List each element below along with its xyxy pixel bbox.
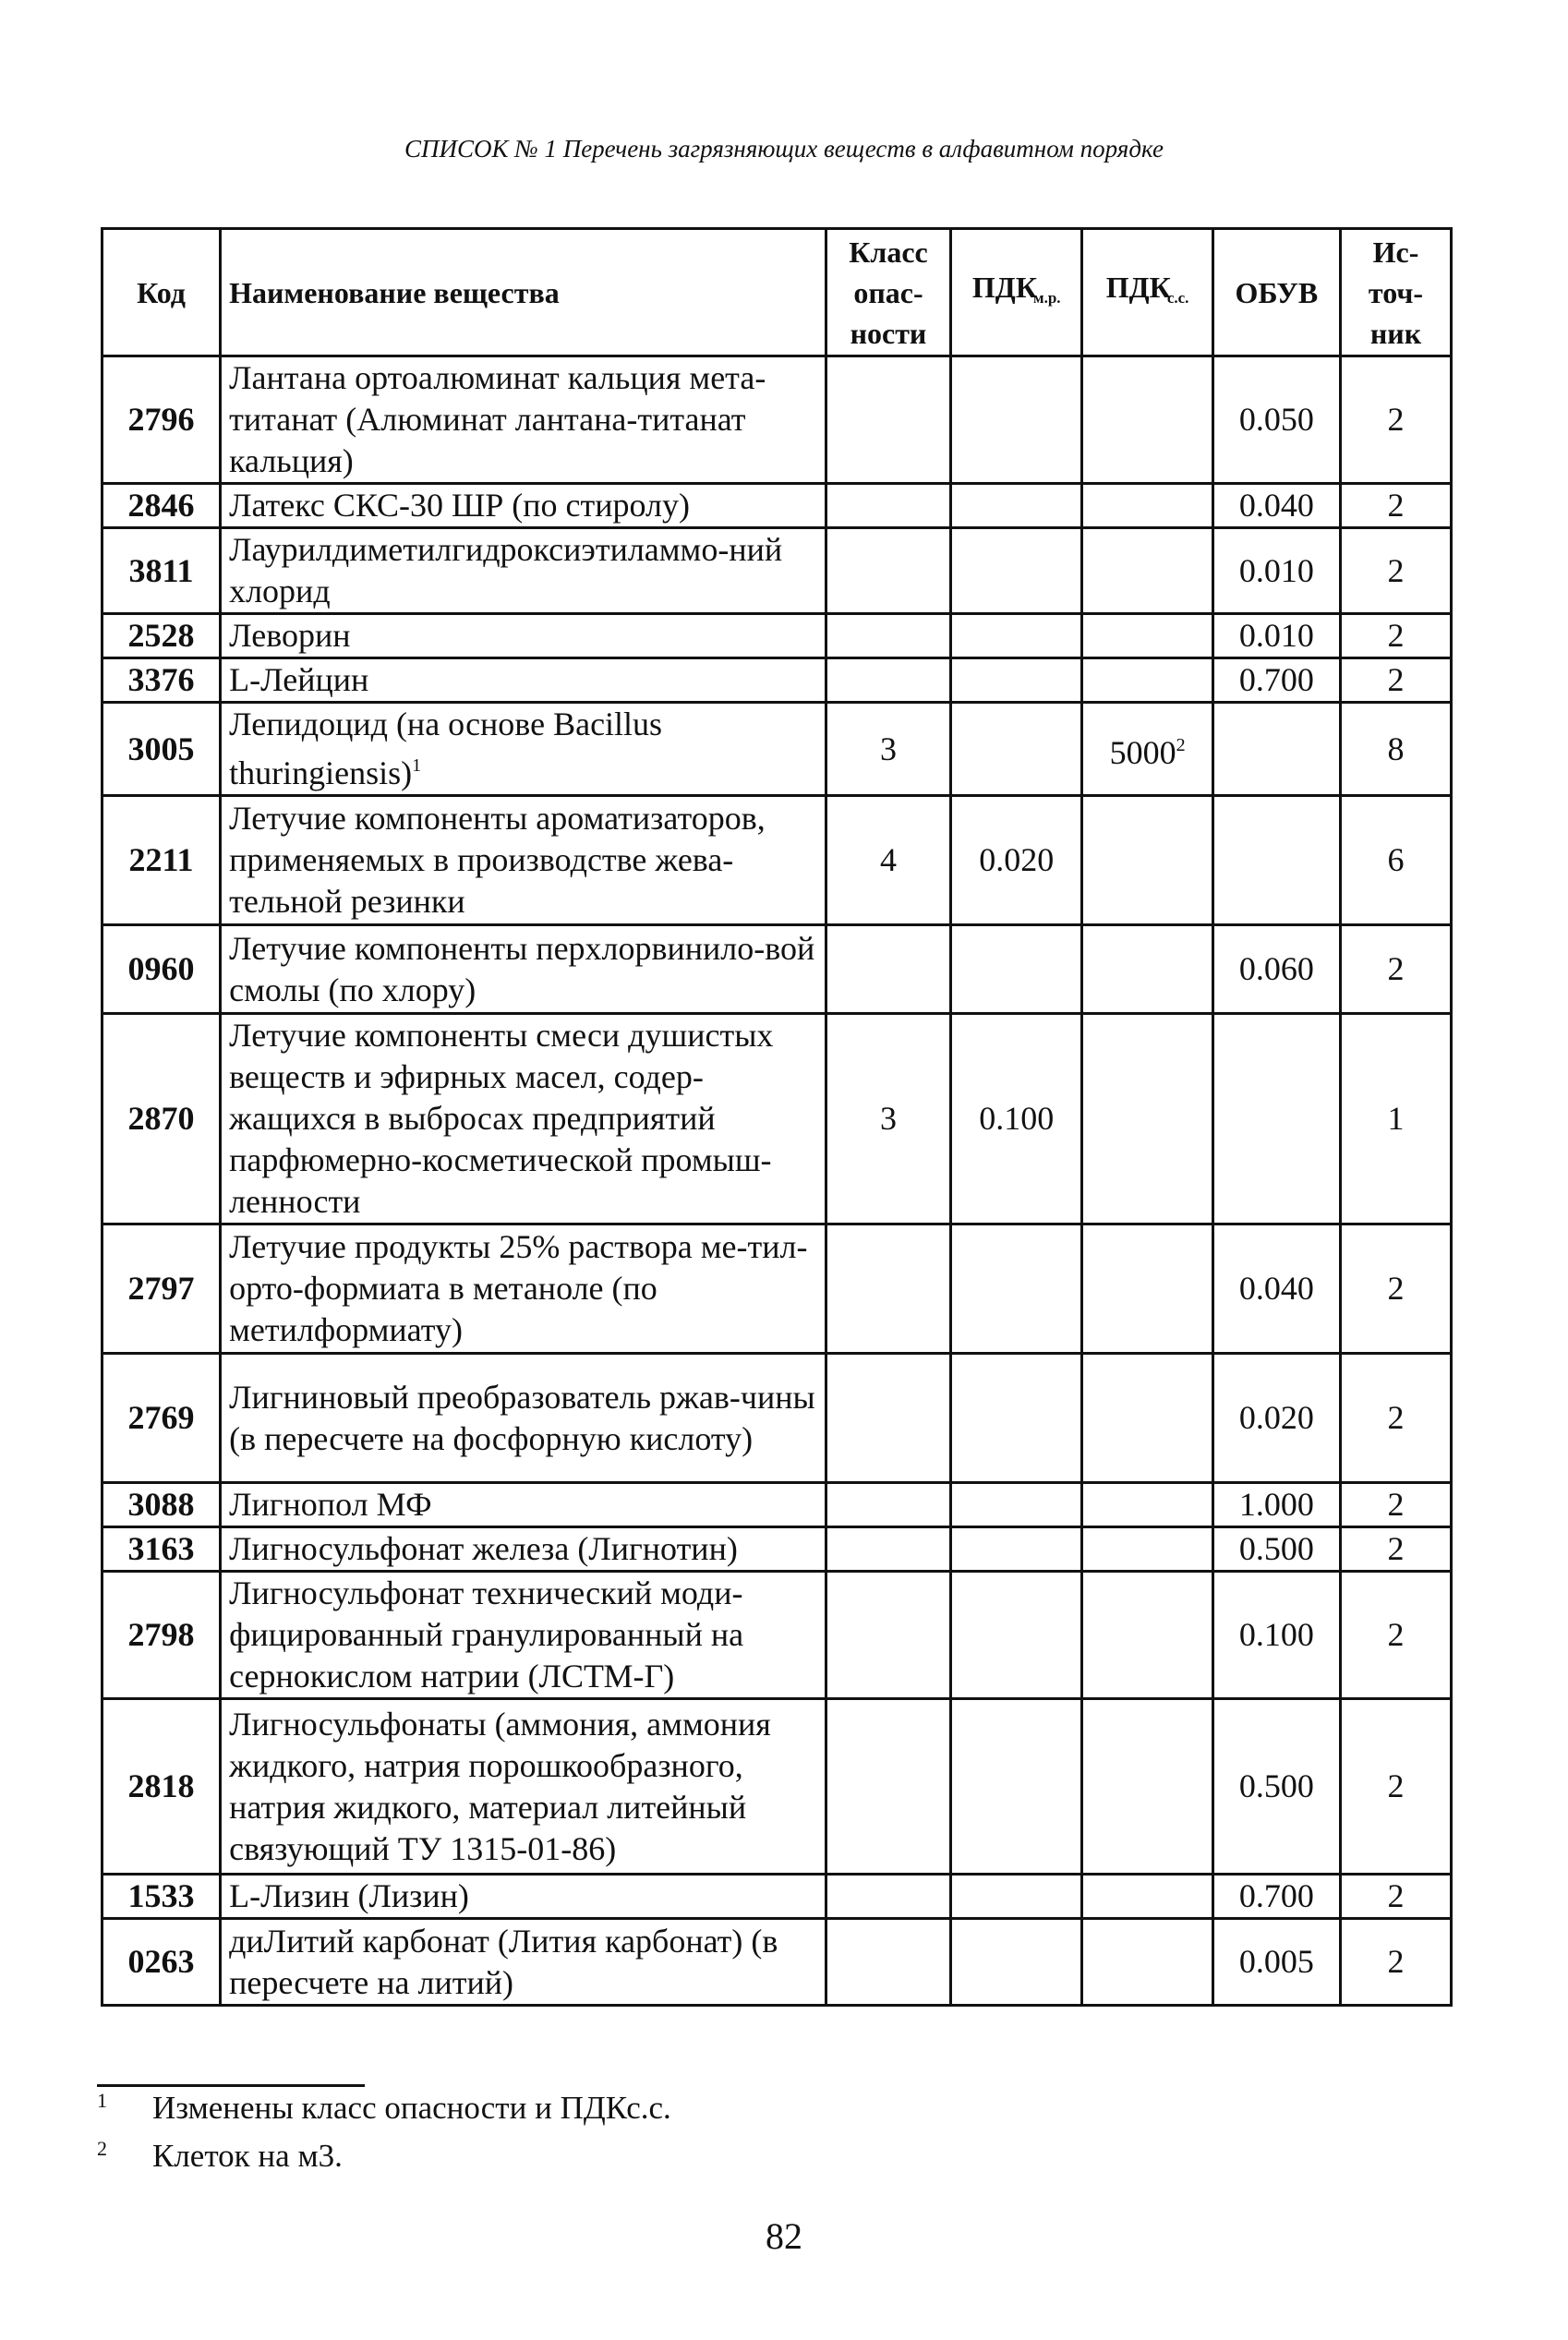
class-cell-text: 3: [879, 1100, 897, 1137]
class-cell: [826, 1224, 950, 1354]
pdk-ss-cell: [1082, 703, 1212, 796]
obuv-cell-text: 0.020: [1238, 1399, 1314, 1436]
table-row: [103, 796, 1452, 925]
pdk-mr-cell: [951, 1919, 1082, 2006]
pdk-mr-subscript: м.р.: [1033, 288, 1061, 307]
code-cell: [103, 1483, 221, 1527]
source-cell-text: 2: [1387, 950, 1405, 987]
name-cell-text: Лигносульфонат технический моди-фицированный гранулированный на сернокислом натрии (ЛСТМ-Г): [229, 1574, 744, 1695]
source-cell-text: 2: [1387, 1530, 1405, 1567]
source-cell: [1340, 1699, 1451, 1875]
obuv-cell: [1212, 658, 1340, 703]
name-cell-text: Лигносульфонат железа (Лигнотин): [229, 1530, 738, 1567]
name-cell-text: Лигносульфонаты (аммония, аммония жидкого, натрия порошкообразного, натрия жидкого, материал литейный связующий ТУ 1315-01-86): [229, 1705, 771, 1867]
pdk-mr-cell: [951, 1014, 1082, 1224]
source-cell-text: 2: [1387, 551, 1405, 589]
pdk-ss-cell: [1082, 658, 1212, 703]
table-row: [103, 356, 1452, 484]
source-cell: [1340, 528, 1451, 614]
pdk-mr-cell: [951, 1527, 1082, 1572]
name-cell: [221, 1919, 826, 2006]
name-cell-text: Летучие компоненты ароматизаторов, применяемых в производстве жева-тельной резинки: [229, 800, 766, 920]
code-cell-text: 3376: [127, 661, 195, 698]
table-row: [103, 1699, 1452, 1875]
pdk-ss-cell: [1082, 1572, 1212, 1699]
code-cell-text: 2769: [127, 1399, 195, 1436]
code-cell-text: 0263: [127, 1943, 195, 1980]
substances-table: [101, 227, 1453, 2007]
obuv-cell-text: 0.050: [1238, 401, 1314, 438]
name-cell: [221, 796, 826, 925]
code-cell: [103, 1919, 221, 2006]
class-cell: [826, 1527, 950, 1572]
code-cell-text: 2870: [127, 1100, 195, 1137]
code-cell-text: 2798: [127, 1616, 195, 1653]
col-header-pdk-ss: [1082, 229, 1212, 356]
obuv-cell: [1212, 1875, 1340, 1919]
code-cell: [103, 1354, 221, 1483]
footnote-2: [97, 2137, 343, 2175]
name-cell: [221, 528, 826, 614]
table-row: [103, 1483, 1452, 1527]
code-cell-text: 2797: [127, 1270, 195, 1307]
pdk-ss-cell: [1082, 356, 1212, 484]
name-cell: [221, 1527, 826, 1572]
page-number: 82: [766, 2215, 802, 2257]
code-cell: [103, 614, 221, 658]
source-cell-text: 8: [1387, 730, 1405, 767]
code-cell-text: 3088: [127, 1486, 195, 1523]
obuv-cell: [1212, 1483, 1340, 1527]
pdk-ss-subscript: с.с.: [1166, 288, 1189, 307]
name-cell: [221, 925, 826, 1014]
name-cell: [221, 1224, 826, 1354]
col-header-obuv: ОБУВ: [1212, 229, 1340, 356]
pdk-ss-cell: [1082, 1483, 1212, 1527]
source-cell-text: 2: [1387, 1767, 1405, 1804]
pdk-mr-cell: [951, 703, 1082, 796]
name-cell: [221, 484, 826, 528]
pdk-mr-cell: [951, 1483, 1082, 1527]
code-cell: [103, 796, 221, 925]
col-header-pdk-mr: [951, 229, 1082, 356]
obuv-cell: [1212, 1699, 1340, 1875]
source-cell-text: 2: [1387, 401, 1405, 438]
pdk-mr-cell: [951, 484, 1082, 528]
pdk-ss-cell: [1082, 1527, 1212, 1572]
source-cell-text: 2: [1387, 487, 1405, 524]
class-cell-text: 3: [879, 730, 897, 767]
class-cell: [826, 1483, 950, 1527]
col-header-code: Код: [103, 229, 221, 356]
pdk-mr-cell: [951, 1875, 1082, 1919]
table-row: [103, 1875, 1452, 1919]
table-row: [103, 614, 1452, 658]
name-cell: [221, 614, 826, 658]
code-cell-text: 2818: [127, 1767, 195, 1804]
name-cell: [221, 1875, 826, 1919]
source-cell: [1340, 1354, 1451, 1483]
code-cell: [103, 1224, 221, 1354]
obuv-cell: [1212, 1527, 1340, 1572]
pdk-mr-cell-text: 0.100: [979, 1100, 1055, 1137]
source-cell: [1340, 703, 1451, 796]
class-cell: [826, 925, 950, 1014]
pdk-ss-cell: [1082, 614, 1212, 658]
pdk-ss-cell: [1082, 528, 1212, 614]
source-cell-text: 2: [1387, 1616, 1405, 1653]
pdk-mr-cell: [951, 1224, 1082, 1354]
code-cell: [103, 1875, 221, 1919]
pdk-ss-cell: [1082, 1919, 1212, 2006]
pdk-mr-cell: [951, 1354, 1082, 1483]
obuv-cell: [1212, 1224, 1340, 1354]
source-cell: [1340, 1483, 1451, 1527]
pdk-mr-cell: [951, 658, 1082, 703]
name-cell-text: Леворин: [229, 617, 351, 654]
class-cell: [826, 614, 950, 658]
table-row: [103, 703, 1452, 796]
obuv-cell: [1212, 356, 1340, 484]
class-cell: [826, 796, 950, 925]
class-cell: [826, 1572, 950, 1699]
obuv-cell-text: 0.040: [1238, 487, 1314, 524]
pdk-ss-cell: [1082, 1224, 1212, 1354]
source-cell: [1340, 925, 1451, 1014]
pdk-mr-cell-text: 0.020: [979, 841, 1055, 878]
class-cell: [826, 1919, 950, 2006]
pdk-mr-cell: [951, 1699, 1082, 1875]
name-cell-text: Лепидоцид (на основе Bacillus thuringiensis): [229, 706, 663, 791]
col-header-class: Класс опас- ности: [826, 229, 950, 356]
class-cell: [826, 528, 950, 614]
table-row: [103, 658, 1452, 703]
obuv-cell: [1212, 703, 1340, 796]
footnote-ref: 1: [412, 755, 422, 776]
col-header-source: Ис- точ- ник: [1340, 229, 1451, 356]
pdk-mr-cell: [951, 1572, 1082, 1699]
source-cell-text: 2: [1387, 617, 1405, 654]
name-cell-text: Лантана ортоалюминат кальция мета-титанат (Алюминат лантана-титанат кальция): [229, 359, 766, 479]
obuv-cell-text: 1.000: [1238, 1486, 1314, 1523]
code-cell-text: 0960: [127, 950, 195, 987]
pdk-ss-cell: [1082, 484, 1212, 528]
source-cell-text: 6: [1387, 841, 1405, 878]
table-row: [103, 925, 1452, 1014]
source-cell-text: 1: [1387, 1100, 1405, 1137]
class-cell: [826, 484, 950, 528]
name-cell-text: L-Лейцин: [229, 661, 369, 698]
source-cell-text: 2: [1387, 1399, 1405, 1436]
code-cell-text: 3163: [127, 1530, 195, 1567]
name-cell: [221, 1699, 826, 1875]
table-row: [103, 484, 1452, 528]
name-cell-text: диЛитий карбонат (Лития карбонат) (в пересчете на литий): [229, 1922, 778, 2001]
source-cell: [1340, 796, 1451, 925]
obuv-cell-text: 0.040: [1238, 1270, 1314, 1307]
source-cell: [1340, 356, 1451, 484]
code-cell: [103, 703, 221, 796]
source-cell-text: 2: [1387, 1943, 1405, 1980]
obuv-cell-text: 0.700: [1238, 1877, 1314, 1914]
obuv-cell-text: 0.060: [1238, 950, 1314, 987]
pdk-ss-cell: [1082, 925, 1212, 1014]
pdk-mr-cell: [951, 796, 1082, 925]
name-cell: [221, 1572, 826, 1699]
source-cell: [1340, 1527, 1451, 1572]
pdk-mr-cell: [951, 356, 1082, 484]
obuv-cell-text: 0.010: [1238, 551, 1314, 589]
source-cell-text: 2: [1387, 661, 1405, 698]
source-cell-text: 2: [1387, 1877, 1405, 1914]
table-row: [103, 528, 1452, 614]
class-cell: [826, 1699, 950, 1875]
obuv-cell: [1212, 1572, 1340, 1699]
table-row: [103, 1354, 1452, 1483]
obuv-cell-text: 0.100: [1238, 1616, 1314, 1653]
source-cell: [1340, 658, 1451, 703]
pdk-ss-label: ПДК: [1105, 270, 1171, 304]
obuv-cell: [1212, 614, 1340, 658]
class-cell: [826, 1014, 950, 1224]
code-cell: [103, 1572, 221, 1699]
source-cell-text: 2: [1387, 1486, 1405, 1523]
class-cell: [826, 658, 950, 703]
table-row: [103, 1527, 1452, 1572]
name-cell-text: Летучие компоненты перхлорвинило-вой смолы (по хлору): [229, 929, 815, 1008]
name-cell: [221, 1354, 826, 1483]
source-cell-text: 2: [1387, 1270, 1405, 1307]
class-cell: [826, 356, 950, 484]
code-cell-text: 2796: [127, 401, 195, 438]
code-cell: [103, 484, 221, 528]
code-cell-text: 3005: [127, 730, 195, 767]
source-cell: [1340, 1919, 1451, 2006]
name-cell: [221, 703, 826, 796]
name-cell-text: L-Лизин (Лизин): [229, 1877, 469, 1914]
pdk-ss-cell: [1082, 1014, 1212, 1224]
name-cell-text: Лаурилдиметилгидроксиэтиламмо-ний хлорид: [229, 531, 783, 609]
obuv-cell: [1212, 1919, 1340, 2006]
pdk-mr-label: ПДК: [971, 270, 1038, 304]
name-cell-text: Лигнопол МФ: [229, 1486, 432, 1523]
obuv-cell-text: 0.010: [1238, 617, 1314, 654]
source-cell: [1340, 484, 1451, 528]
code-cell-text: 1533: [127, 1877, 195, 1914]
code-cell: [103, 1014, 221, 1224]
name-cell-text: Лигниновый преобразователь ржав-чины (в пересчете на фосфорную кислоту): [229, 1378, 815, 1457]
code-cell-text: 2211: [128, 841, 194, 878]
footnote-text: Клеток на м3.: [152, 2138, 343, 2174]
code-cell-text: 2528: [127, 617, 195, 654]
pdk-ss-cell-text: 5000: [1109, 733, 1176, 771]
footnote-1: [97, 2089, 671, 2127]
footnote-rule: [97, 2084, 365, 2087]
table-header-row: [103, 229, 1452, 356]
table-row: [103, 1572, 1452, 1699]
code-cell: [103, 528, 221, 614]
table-row: [103, 1014, 1452, 1224]
code-cell: [103, 925, 221, 1014]
name-cell-text: Латекс СКС-30 ШР (по стиролу): [229, 487, 691, 524]
name-cell: [221, 658, 826, 703]
footnote-text: Изменены класс опасности и ПДКс.с.: [152, 2090, 671, 2126]
source-cell: [1340, 1014, 1451, 1224]
code-cell-text: 3811: [128, 551, 194, 589]
code-cell: [103, 1527, 221, 1572]
pdk-ss-cell: [1082, 1354, 1212, 1483]
footnote-ref: 2: [1176, 734, 1186, 755]
name-cell: [221, 1014, 826, 1224]
obuv-cell-text: 0.005: [1238, 1943, 1314, 1980]
source-cell: [1340, 1875, 1451, 1919]
code-cell: [103, 658, 221, 703]
pdk-mr-cell: [951, 614, 1082, 658]
page-title: СПИСОК № 1 Перечень загрязняющих веществ в алфавитном порядке: [404, 135, 1164, 163]
col-header-name: Наименование вещества: [221, 229, 826, 356]
obuv-cell: [1212, 484, 1340, 528]
code-cell-text: 2846: [127, 487, 195, 524]
pdk-mr-cell: [951, 925, 1082, 1014]
obuv-cell: [1212, 925, 1340, 1014]
pdk-ss-cell: [1082, 796, 1212, 925]
pdk-ss-cell: [1082, 1875, 1212, 1919]
footnote-mark: 2: [97, 2137, 107, 2160]
obuv-cell: [1212, 796, 1340, 925]
class-cell: [826, 703, 950, 796]
code-cell: [103, 356, 221, 484]
class-cell: [826, 1875, 950, 1919]
code-cell: [103, 1699, 221, 1875]
pdk-ss-cell: [1082, 1699, 1212, 1875]
name-cell: [221, 356, 826, 484]
class-cell-text: 4: [879, 841, 897, 878]
obuv-cell-text: 0.500: [1238, 1767, 1314, 1804]
pdk-mr-cell: [951, 528, 1082, 614]
name-cell: [221, 1483, 826, 1527]
name-cell-text: Летучие продукты 25% раствора ме-тил-орто-формиата в метаноле (по метилформиату): [229, 1228, 808, 1348]
class-cell: [826, 1354, 950, 1483]
name-cell-text: Летучие компоненты смеси душистых веществ и эфирных масел, содер-жащихся в выбросах предприятий парфюмерно-косметической промыш-ленности: [229, 1017, 774, 1220]
obuv-cell: [1212, 1014, 1340, 1224]
table-row: [103, 1224, 1452, 1354]
obuv-cell-text: 0.700: [1238, 661, 1314, 698]
obuv-cell-text: 0.500: [1238, 1530, 1314, 1567]
source-cell: [1340, 1572, 1451, 1699]
source-cell: [1340, 1224, 1451, 1354]
table-row: [103, 1919, 1452, 2006]
obuv-cell: [1212, 1354, 1340, 1483]
footnote-mark: 1: [97, 2089, 107, 2112]
source-cell: [1340, 614, 1451, 658]
obuv-cell: [1212, 528, 1340, 614]
